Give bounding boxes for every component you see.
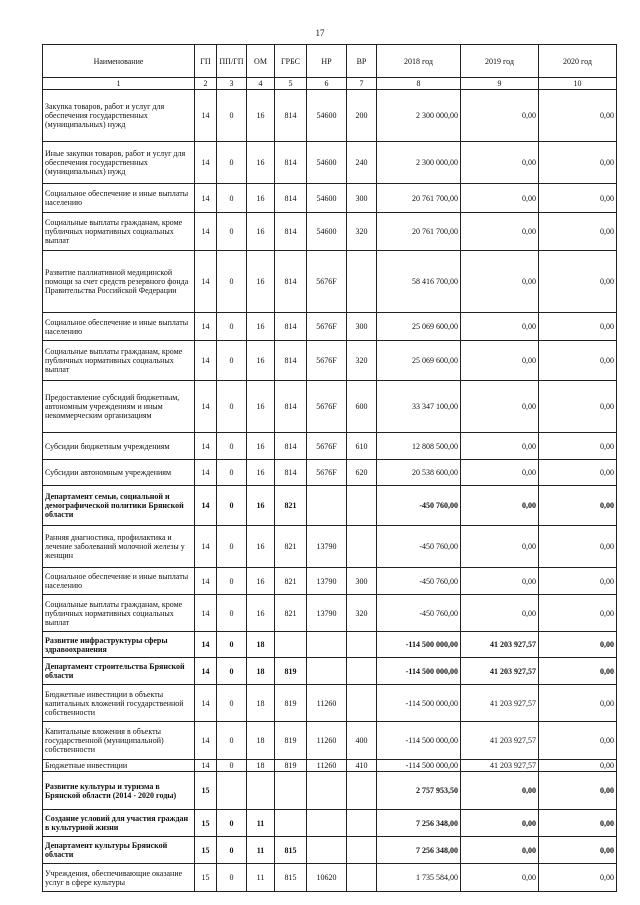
table-row [43,685,617,722]
om-cell: 16 [247,251,275,313]
grbs-cell [275,810,307,837]
gp-cell: 14 [195,142,217,184]
vr-cell: 620 [347,460,377,486]
col-number: 5 [275,78,307,90]
grbs-cell: 814 [275,184,307,213]
gp-cell: 14 [195,460,217,486]
nr-cell [307,632,347,658]
vr-cell: 400 [347,722,377,760]
grbs-cell: 821 [275,526,307,568]
grbs-cell: 815 [275,864,307,892]
amount-2020-cell: 0,00 [539,722,617,760]
name-cell: Социальное обеспечение и иные выплаты населению [43,568,195,595]
amount-2019-cell: 0,00 [461,341,539,381]
nr-cell: 54600 [307,90,347,142]
om-cell: 16 [247,486,275,526]
table-row [43,810,617,837]
amount-2020-cell: 0,00 [539,685,617,722]
vr-cell [347,632,377,658]
om-cell: 16 [247,526,275,568]
table-row [43,486,617,526]
ppgp-cell: 0 [217,760,247,772]
amount-2019-cell: 0,00 [461,142,539,184]
vr-cell [347,486,377,526]
amount-2020-cell: 0,00 [539,313,617,341]
amount-2019-cell: 0,00 [461,184,539,213]
amount-2020-cell: 0,00 [539,772,617,810]
om-cell: 18 [247,722,275,760]
amount-2020-cell: 0,00 [539,837,617,864]
amount-2019-cell: 0,00 [461,568,539,595]
ppgp-cell: 0 [217,486,247,526]
gp-cell: 14 [195,658,217,685]
amount-2019-cell: 0,00 [461,864,539,892]
col-header-2018: 2018 год [377,45,461,78]
table-row [43,251,617,313]
vr-cell: 320 [347,595,377,632]
om-cell: 18 [247,632,275,658]
nr-cell: 11260 [307,760,347,772]
name-cell: Ранняя диагностика, профилактика и лечение заболеваний молочной железы у женщин [43,526,195,568]
amount-2020-cell: 0,00 [539,810,617,837]
ppgp-cell: 0 [217,722,247,760]
nr-cell [307,837,347,864]
om-cell: 16 [247,90,275,142]
amount-2019-cell: 0,00 [461,251,539,313]
amount-2019-cell: 41 203 927,57 [461,632,539,658]
table-row [43,568,617,595]
amount-2020-cell: 0,00 [539,632,617,658]
col-header-vr: ВР [347,45,377,78]
ppgp-cell: 0 [217,526,247,568]
col-header-om: ОМ [247,45,275,78]
col-header-2020: 2020 год [539,45,617,78]
name-cell: Бюджетные инвестиции [43,760,195,772]
gp-cell: 15 [195,837,217,864]
amount-2018-cell: -114 500 000,00 [377,632,461,658]
vr-cell: 300 [347,568,377,595]
amount-2018-cell: 2 300 000,00 [377,90,461,142]
gp-cell: 14 [195,313,217,341]
grbs-cell: 814 [275,90,307,142]
amount-2018-cell: 58 416 700,00 [377,251,461,313]
om-cell: 16 [247,381,275,433]
amount-2020-cell: 0,00 [539,760,617,772]
ppgp-cell: 0 [217,341,247,381]
name-cell: Социальные выплаты гражданам, кроме публичных нормативных социальных выплат [43,595,195,632]
amount-2018-cell: -450 760,00 [377,486,461,526]
gp-cell: 14 [195,486,217,526]
grbs-cell: 814 [275,213,307,251]
ppgp-cell: 0 [217,595,247,632]
om-cell: 18 [247,658,275,685]
amount-2019-cell: 0,00 [461,433,539,460]
ppgp-cell: 0 [217,658,247,685]
nr-cell: 5676F [307,433,347,460]
om-cell: 16 [247,142,275,184]
grbs-cell: 819 [275,685,307,722]
name-cell: Субсидии бюджетным учреждениям [43,433,195,460]
ppgp-cell: 0 [217,632,247,658]
amount-2019-cell: 0,00 [461,460,539,486]
vr-cell: 320 [347,213,377,251]
grbs-cell: 819 [275,658,307,685]
grbs-cell: 815 [275,837,307,864]
ppgp-cell: 0 [217,313,247,341]
gp-cell: 14 [195,184,217,213]
grbs-cell: 819 [275,760,307,772]
nr-cell: 13790 [307,526,347,568]
om-cell: 16 [247,341,275,381]
vr-cell: 410 [347,760,377,772]
amount-2020-cell: 0,00 [539,486,617,526]
nr-cell: 13790 [307,595,347,632]
page-number: 17 [315,28,325,38]
table-row [43,760,617,772]
col-number: 6 [307,78,347,90]
ppgp-cell: 0 [217,251,247,313]
amount-2020-cell: 0,00 [539,433,617,460]
table-row [43,658,617,685]
amount-2018-cell: -114 500 000,00 [377,760,461,772]
name-cell: Социальные выплаты гражданам, кроме публичных нормативных социальных выплат [43,213,195,251]
amount-2018-cell: 2 300 000,00 [377,142,461,184]
ppgp-cell: 0 [217,433,247,460]
name-cell: Закупка товаров, работ и услуг для обеспечения государственных (муниципальных) нужд [43,90,195,142]
ppgp-cell: 0 [217,837,247,864]
amount-2019-cell: 0,00 [461,837,539,864]
gp-cell: 15 [195,772,217,810]
amount-2019-cell: 0,00 [461,810,539,837]
table-row [43,837,617,864]
table-row [43,864,617,892]
amount-2018-cell: 12 808 500,00 [377,433,461,460]
nr-cell: 54600 [307,213,347,251]
name-cell: Департамент культуры Брянской области [43,837,195,864]
amount-2018-cell: 1 735 584,00 [377,864,461,892]
vr-cell [347,810,377,837]
grbs-cell: 814 [275,251,307,313]
gp-cell: 15 [195,810,217,837]
amount-2019-cell: 0,00 [461,486,539,526]
vr-cell [347,658,377,685]
vr-cell [347,526,377,568]
amount-2019-cell: 41 203 927,57 [461,658,539,685]
col-header-nr: НР [307,45,347,78]
gp-cell: 14 [195,568,217,595]
table-row [43,526,617,568]
amount-2018-cell: 33 347 100,00 [377,381,461,433]
nr-cell: 13790 [307,568,347,595]
amount-2020-cell: 0,00 [539,381,617,433]
gp-cell: 14 [195,433,217,460]
amount-2018-cell: 7 256 348,00 [377,810,461,837]
nr-cell: 5676F [307,381,347,433]
gp-cell: 14 [195,90,217,142]
table-row [43,341,617,381]
vr-cell [347,864,377,892]
vr-cell [347,251,377,313]
om-cell: 16 [247,213,275,251]
ppgp-cell: 0 [217,213,247,251]
amount-2019-cell: 0,00 [461,313,539,341]
grbs-cell: 814 [275,433,307,460]
amount-2020-cell: 0,00 [539,142,617,184]
name-cell: Развитие инфраструктуры сферы здравоохранения [43,632,195,658]
name-cell: Учреждения, обеспечивающие оказание услуг в сфере культуры [43,864,195,892]
amount-2019-cell: 0,00 [461,526,539,568]
vr-cell: 320 [347,341,377,381]
name-cell: Департамент строительства Брянской области [43,658,195,685]
om-cell: 18 [247,760,275,772]
table-row [43,722,617,760]
ppgp-cell [217,772,247,810]
table-row [43,772,617,810]
name-cell: Капитальные вложения в объекты государственной (муниципальной) собственности [43,722,195,760]
om-cell: 11 [247,810,275,837]
col-header-name: Наименование [43,45,195,78]
col-number: 3 [217,78,247,90]
amount-2018-cell: 7 256 348,00 [377,837,461,864]
name-cell: Развитие паллиативной медицинской помощи за счет средств резервного фонда Правительства Российской Федерации [43,251,195,313]
vr-cell [347,772,377,810]
name-cell: Предоставление субсидий бюджетным, автономным учреждениям и иным некоммерческим организациям [43,381,195,433]
om-cell: 16 [247,184,275,213]
col-number: 2 [195,78,217,90]
gp-cell: 14 [195,381,217,433]
col-header-2019: 2019 год [461,45,539,78]
table-row [43,595,617,632]
gp-cell: 14 [195,685,217,722]
header-row [43,45,617,78]
col-number: 10 [539,78,617,90]
table-row [43,213,617,251]
ppgp-cell: 0 [217,184,247,213]
om-cell: 11 [247,837,275,864]
gp-cell: 14 [195,632,217,658]
nr-cell: 54600 [307,142,347,184]
name-cell: Иные закупки товаров, работ и услуг для обеспечения государственных (муниципальных) нужд [43,142,195,184]
vr-cell [347,685,377,722]
column-number-row [43,78,617,90]
amount-2020-cell: 0,00 [539,213,617,251]
om-cell: 18 [247,685,275,722]
nr-cell: 11260 [307,685,347,722]
amount-2019-cell: 0,00 [461,381,539,433]
col-number: 4 [247,78,275,90]
amount-2020-cell: 0,00 [539,90,617,142]
amount-2020-cell: 0,00 [539,864,617,892]
nr-cell: 5676F [307,313,347,341]
amount-2018-cell: -114 500 000,00 [377,658,461,685]
table-row [43,381,617,433]
grbs-cell: 814 [275,381,307,433]
gp-cell: 14 [195,526,217,568]
nr-cell: 5676F [307,341,347,381]
ppgp-cell: 0 [217,685,247,722]
amount-2020-cell: 0,00 [539,460,617,486]
amount-2019-cell: 41 203 927,57 [461,685,539,722]
amount-2018-cell: -450 760,00 [377,595,461,632]
nr-cell [307,810,347,837]
om-cell: 16 [247,595,275,632]
grbs-cell [275,632,307,658]
ppgp-cell: 0 [217,460,247,486]
name-cell: Социальные выплаты гражданам, кроме публичных нормативных социальных выплат [43,341,195,381]
amount-2020-cell: 0,00 [539,568,617,595]
nr-cell [307,486,347,526]
om-cell: 16 [247,460,275,486]
table-row [43,433,617,460]
amount-2018-cell: 20 538 600,00 [377,460,461,486]
grbs-cell: 814 [275,142,307,184]
vr-cell: 600 [347,381,377,433]
gp-cell: 14 [195,760,217,772]
amount-2019-cell: 0,00 [461,213,539,251]
nr-cell [307,772,347,810]
om-cell [247,772,275,810]
gp-cell: 15 [195,864,217,892]
col-number: 1 [43,78,195,90]
gp-cell: 14 [195,595,217,632]
amount-2018-cell: 20 761 700,00 [377,213,461,251]
om-cell: 16 [247,313,275,341]
vr-cell: 300 [347,313,377,341]
amount-2019-cell: 0,00 [461,772,539,810]
vr-cell: 610 [347,433,377,460]
amount-2019-cell: 0,00 [461,90,539,142]
ppgp-cell: 0 [217,864,247,892]
ppgp-cell: 0 [217,90,247,142]
gp-cell: 14 [195,213,217,251]
vr-cell: 200 [347,90,377,142]
name-cell: Департамент семьи, социальной и демографической политики Брянской области [43,486,195,526]
table-row [43,142,617,184]
grbs-cell: 821 [275,486,307,526]
amount-2020-cell: 0,00 [539,184,617,213]
col-header-grbs: ГРБС [275,45,307,78]
vr-cell [347,837,377,864]
nr-cell: 10620 [307,864,347,892]
amount-2020-cell: 0,00 [539,251,617,313]
table-row [43,313,617,341]
col-number: 9 [461,78,539,90]
amount-2020-cell: 0,00 [539,526,617,568]
grbs-cell: 819 [275,722,307,760]
amount-2018-cell: 25 069 600,00 [377,341,461,381]
amount-2018-cell: 25 069 600,00 [377,313,461,341]
gp-cell: 14 [195,722,217,760]
name-cell: Субсидии автономным учреждениям [43,460,195,486]
name-cell: Развитие культуры и туризма в Брянской области (2014 - 2020 годы) [43,772,195,810]
ppgp-cell: 0 [217,381,247,433]
table-body [43,90,617,892]
nr-cell: 11260 [307,722,347,760]
amount-2020-cell: 0,00 [539,341,617,381]
ppgp-cell: 0 [217,810,247,837]
grbs-cell: 814 [275,313,307,341]
table-row [43,460,617,486]
amount-2019-cell: 41 203 927,57 [461,722,539,760]
nr-cell: 5676F [307,251,347,313]
name-cell: Социальное обеспечение и иные выплаты населению [43,313,195,341]
gp-cell: 14 [195,341,217,381]
amount-2020-cell: 0,00 [539,658,617,685]
amount-2018-cell: -114 500 000,00 [377,722,461,760]
table-row [43,632,617,658]
col-number: 8 [377,78,461,90]
gp-cell: 14 [195,251,217,313]
ppgp-cell: 0 [217,142,247,184]
table-row [43,90,617,142]
vr-cell: 300 [347,184,377,213]
budget-table [42,44,617,892]
col-header-ppgp: ПП/ГП [217,45,247,78]
grbs-cell: 821 [275,568,307,595]
grbs-cell: 821 [275,595,307,632]
ppgp-cell: 0 [217,568,247,595]
om-cell: 16 [247,568,275,595]
col-number: 7 [347,78,377,90]
nr-cell: 54600 [307,184,347,213]
amount-2018-cell: 20 761 700,00 [377,184,461,213]
name-cell: Бюджетные инвестиции в объекты капитальных вложений государственной собственности [43,685,195,722]
amount-2018-cell: -450 760,00 [377,568,461,595]
om-cell: 16 [247,433,275,460]
amount-2020-cell: 0,00 [539,595,617,632]
grbs-cell: 814 [275,460,307,486]
vr-cell: 240 [347,142,377,184]
nr-cell: 5676F [307,460,347,486]
col-header-gp: ГП [195,45,217,78]
table-row [43,184,617,213]
amount-2018-cell: -450 760,00 [377,526,461,568]
amount-2018-cell: 2 757 953,50 [377,772,461,810]
grbs-cell: 814 [275,341,307,381]
name-cell: Социальное обеспечение и иные выплаты населению [43,184,195,213]
amount-2019-cell: 0,00 [461,595,539,632]
om-cell: 11 [247,864,275,892]
grbs-cell [275,772,307,810]
amount-2018-cell: -114 500 000,00 [377,685,461,722]
amount-2019-cell: 41 203 927,57 [461,760,539,772]
nr-cell [307,658,347,685]
name-cell: Создание условий для участия граждан в культурной жизни [43,810,195,837]
